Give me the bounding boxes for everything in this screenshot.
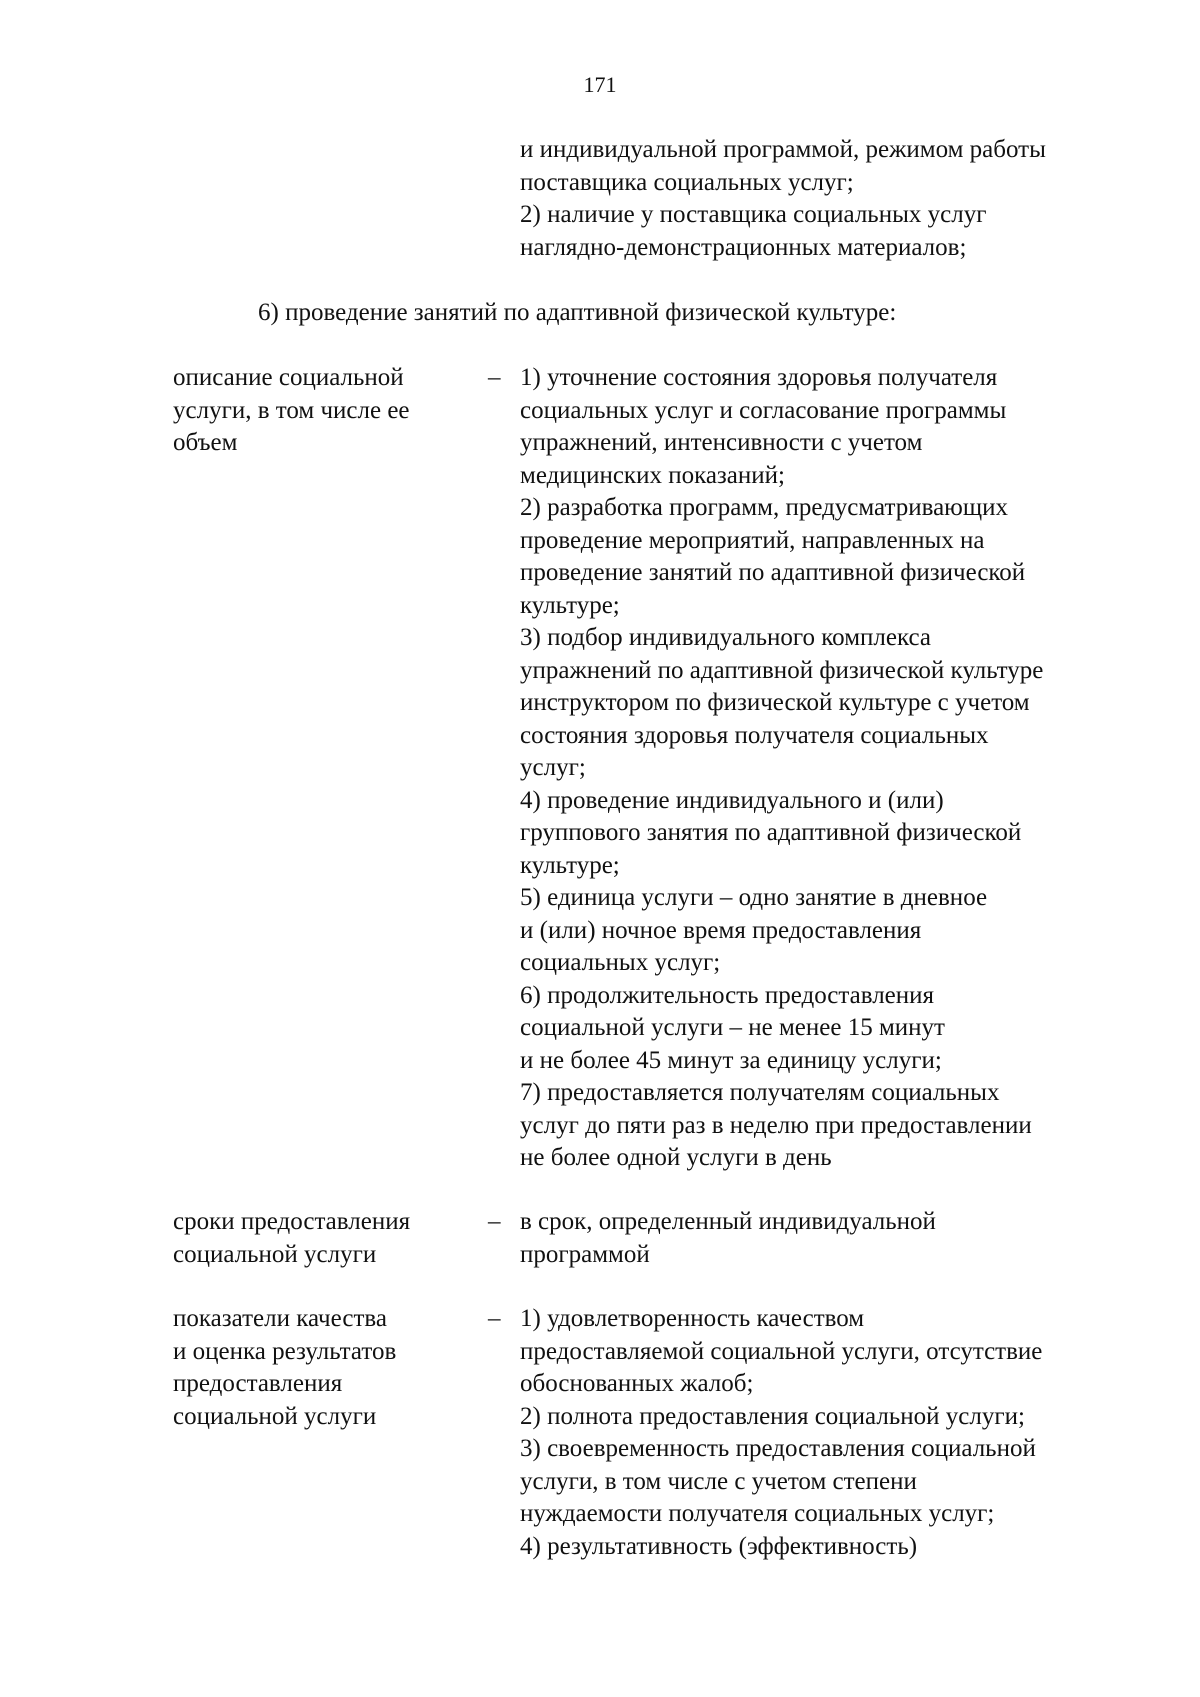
content-line: 3) своевременность предоставления социальной [520,1435,1036,1462]
section-heading: 6) проведение занятий по адаптивной физической культуре: [258,299,897,326]
content-line: социальных услуг; [520,949,721,976]
content-line: услуг до пяти раз в неделю при предоставлении [520,1111,1032,1139]
row-content [520,362,1043,1175]
row-content [520,1206,936,1271]
text-line: поставщика социальных услуг; [520,168,854,196]
label-line: сроки предоставления [173,1208,411,1235]
label-line: социальной услуги [173,1240,377,1268]
label-line: предоставления [173,1370,343,1397]
content-line: 7) предоставляется получателям социальных [520,1079,1000,1106]
label-line: услуги, в том числе ее [173,396,410,424]
label-line: социальной услуги [173,1402,377,1430]
content-line: проведение мероприятий, направленных на [520,526,985,554]
row-label [173,362,410,460]
content-line: социальной услуги – не менее 15 минут [520,1014,945,1041]
content-line: 1) удовлетворенность качеством [520,1305,865,1332]
row-content [520,1303,1042,1563]
content-line: инструктором по физической культуре с учетом [520,689,1030,716]
content-line: культуре; [520,591,620,619]
content-line: нуждаемости получателя социальных услуг; [520,1500,995,1527]
content-line: услуги, в том числе с учетом степени [520,1467,917,1495]
content-line: 2) полнота предоставления социальной услуги; [520,1402,1025,1430]
row-label [173,1303,396,1433]
content-line: 3) подбор индивидуального комплекса [520,624,931,651]
content-line: группового занятия по адаптивной физической [520,819,1022,846]
content-line: и (или) ночное время предоставления [520,916,922,944]
content-line: обоснованных жалоб; [520,1370,754,1397]
dash-separator: – [488,364,501,391]
content-line: предоставляемой социальной услуги, отсутствие [520,1337,1043,1365]
continuation-text [520,134,1046,264]
page-number: 171 [583,72,617,97]
row-label [173,1206,410,1271]
label-line: описание социальной [173,364,404,391]
content-line: состояния здоровья получателя социальных [520,721,989,749]
content-line: не более одной услуги в день [520,1144,832,1171]
content-line: упражнений по адаптивной физической культуре [520,656,1044,684]
label-line: и оценка результатов [173,1337,397,1365]
label-line: объем [173,429,238,456]
content-line: в срок, определенный индивидуальной [520,1208,936,1235]
content-line: программой [520,1240,650,1268]
content-line: медицинских показаний; [520,461,785,489]
text-line: наглядно-демонстрационных материалов; [520,233,967,261]
content-line: социальных услуг и согласование программы [520,396,1007,424]
content-line: услуг; [520,754,586,781]
content-line: 4) проведение индивидуального и (или) [520,786,944,814]
dash-separator: – [488,1208,501,1235]
content-line: упражнений, интенсивности с учетом [520,429,923,456]
content-line: 4) результативность (эффективность) [520,1532,918,1560]
dash-separator: – [488,1305,501,1332]
content-line: 1) уточнение состояния здоровья получателя [520,364,998,391]
content-line: проведение занятий по адаптивной физической [520,559,1026,586]
label-line: показатели качества [173,1305,387,1332]
content-line: и не более 45 минут за единицу услуги; [520,1046,942,1074]
content-line: культуре; [520,851,620,879]
text-line: 2) наличие у поставщика социальных услуг [520,201,987,228]
text-line: и индивидуальной программой, режимом работы [520,136,1046,163]
content-line: 2) разработка программ, предусматривающих [520,494,1008,521]
content-line: 5) единица услуги – одно занятие в дневное [520,884,988,911]
content-line: 6) продолжительность предоставления [520,981,935,1009]
